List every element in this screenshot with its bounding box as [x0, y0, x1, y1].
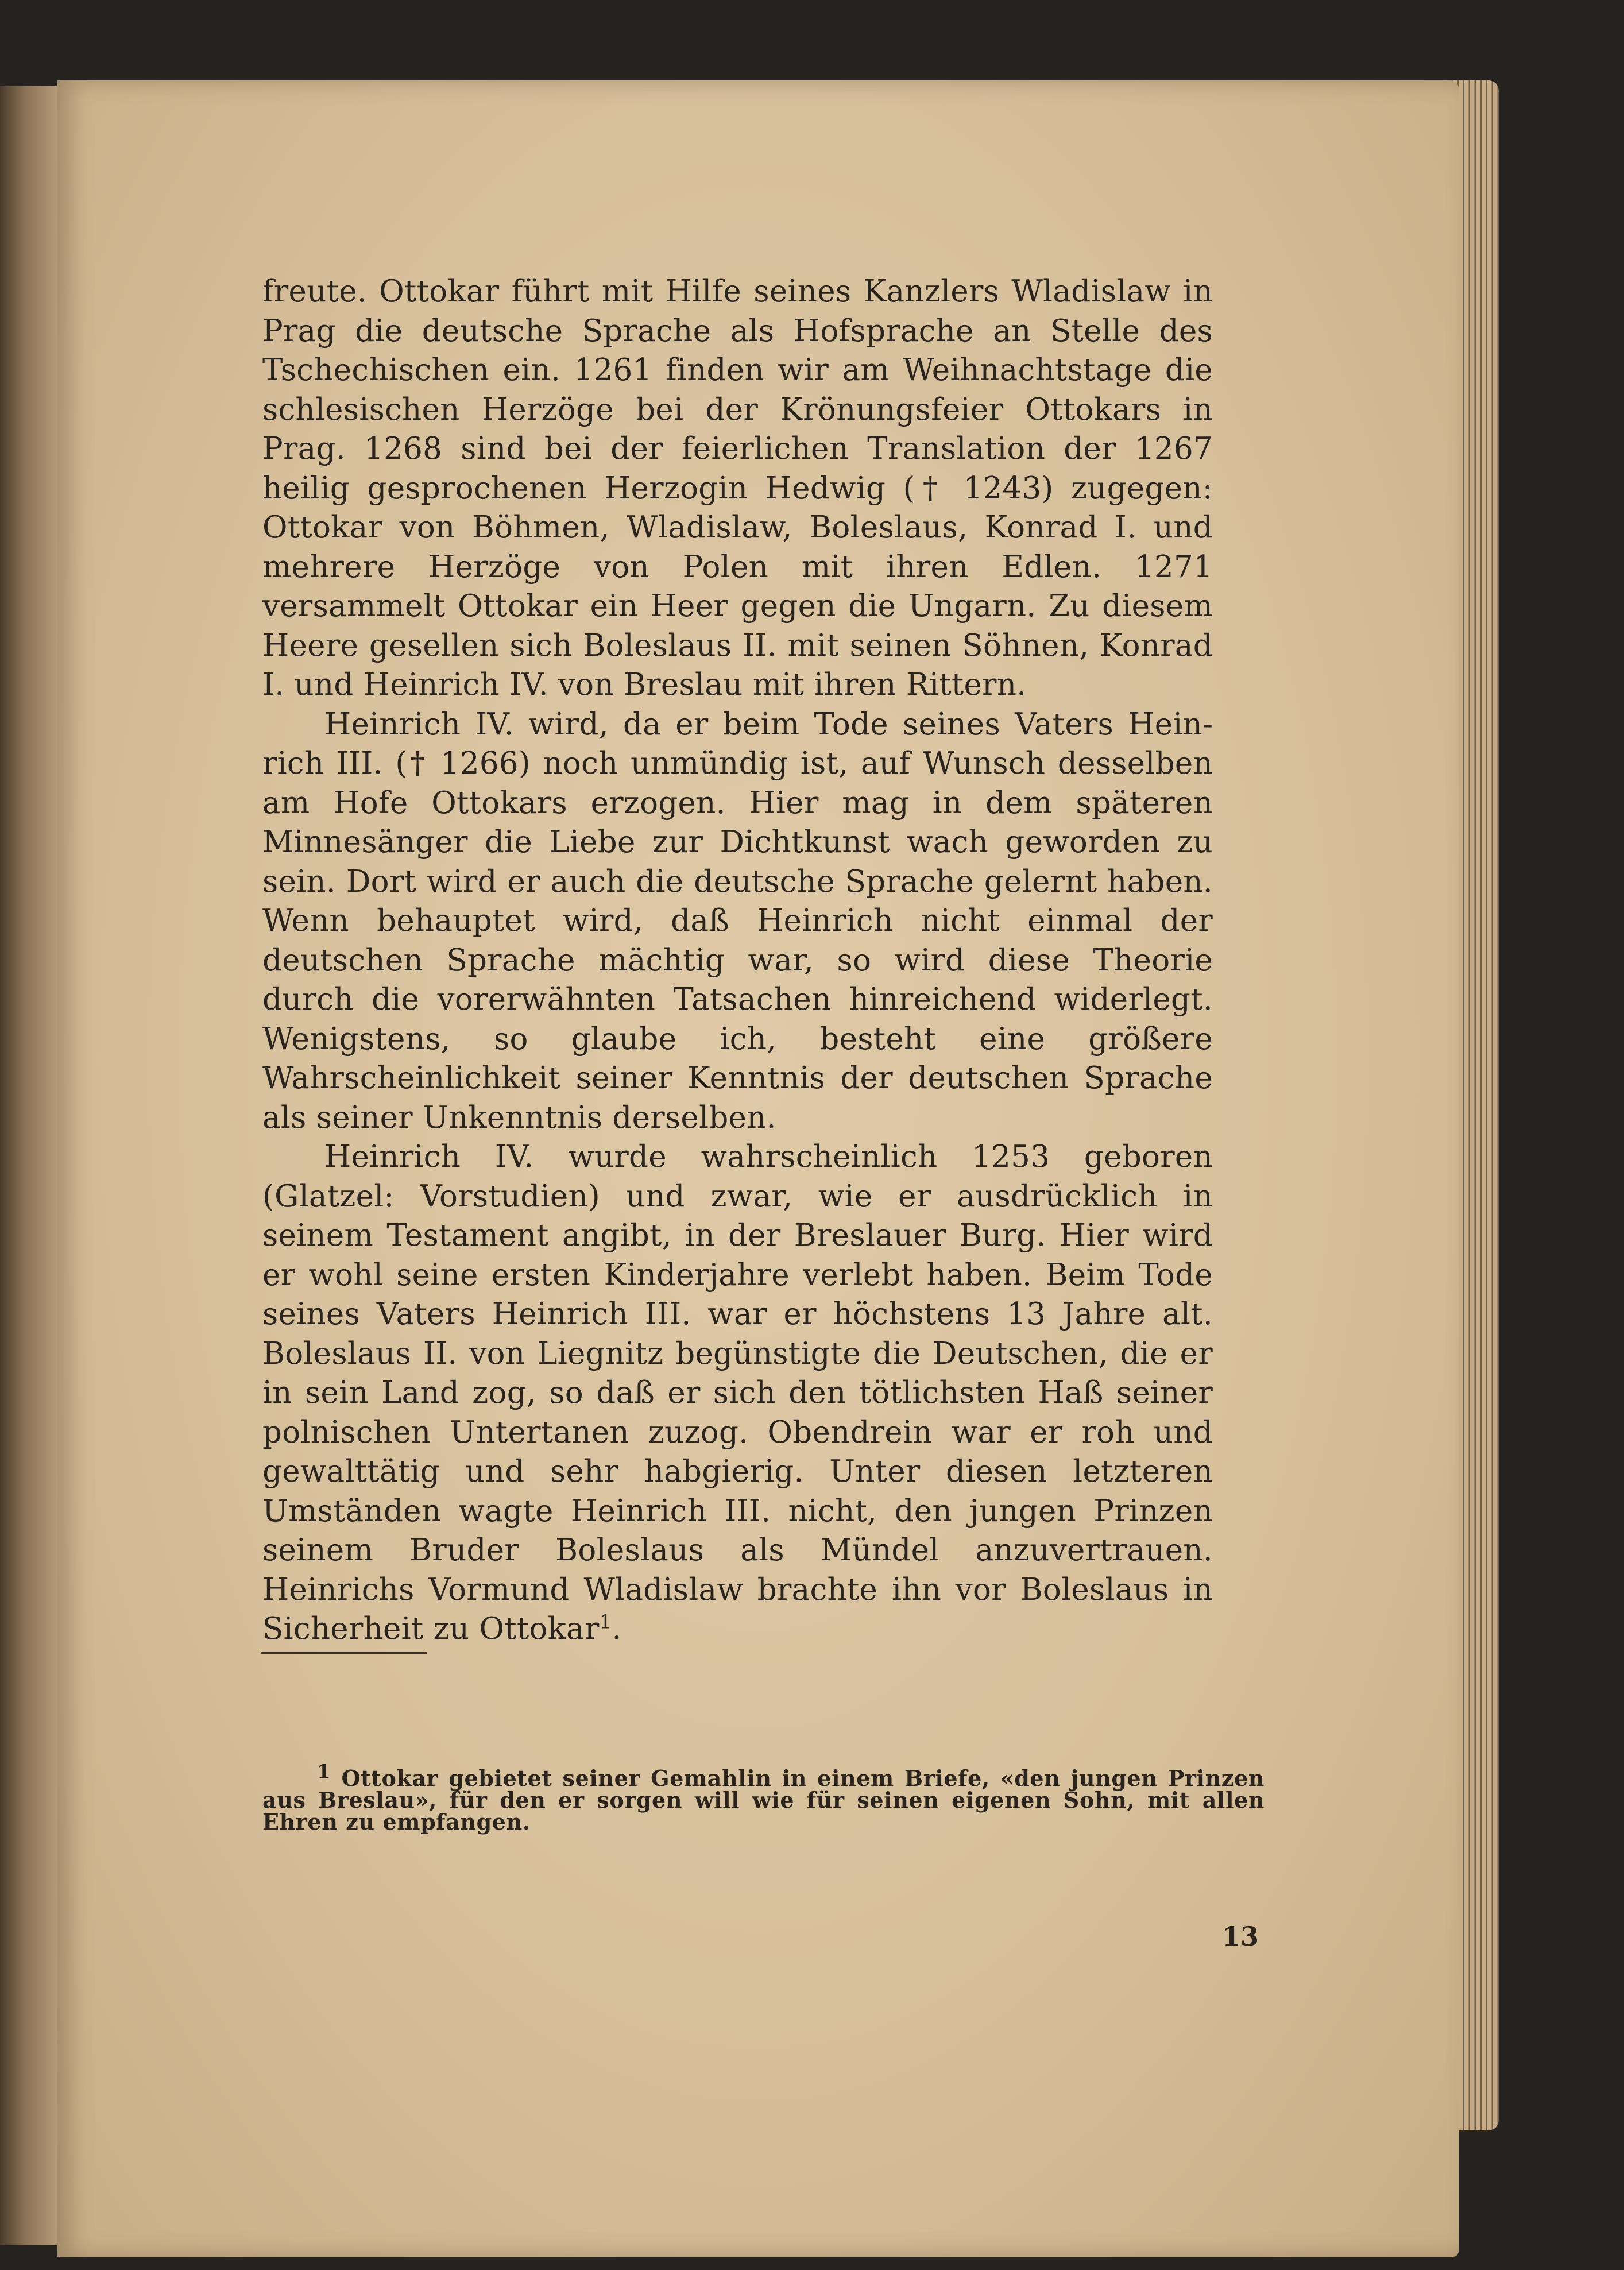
paragraph-3-text: Heinrich IV. wurde wahrscheinlich 1253 geboren (Glatzel: Vorstudien) und zwar, wie er ausdrücklich in seinem Testament angibt, in der Breslauer Burg. Hier wird er wohl seine ersten Kinderjahre verlebt haben. Beim Tode seines Vaters Heinrich III. war er höchstens 13 Jahre alt. Boleslaus II. von Liegnitz begünstigte die Deutschen, die er in sein Land zog, so daß er sich den tötlichsten Haß seiner polnischen Untertanen zuzog. Obendrein war er roh und gewalttätig und sehr habgierig. Unter diesen letzteren Umständen wagte Heinrich III. nicht, den jungen Prinzen seinem Bruder Boleslaus als Mündel anzuvertrauen. Heinrichs Vormund Wladislaw brachte ihn vor Boleslaus in Sicherheit zu Ottokar — [262, 1139, 1213, 1646]
footnote-separator — [261, 1652, 427, 1654]
paragraph-3 — [262, 1138, 1213, 1649]
book-page — [57, 80, 1459, 2257]
book-spine-shadow — [0, 86, 57, 2245]
footnote-reference: 1 — [599, 1610, 612, 1634]
footnote-marker: 1 — [317, 1760, 331, 1784]
paragraph-3-period: . — [612, 1611, 622, 1646]
footnote — [262, 1760, 1265, 1835]
footnote-text: Ottokar gebietet seiner Gemahlin in einem Briefe, «den jungen Prinzen aus Breslau», für den er sorgen will wie für seinen eigenen Sohn, mit allen Ehren zu empfangen. — [262, 1765, 1265, 1835]
body-text — [262, 272, 1213, 1649]
paragraph-2: Heinrich IV. wird, da er beim Tode seines Vaters Heinrich III. († 1266) noch unmündig ist, auf Wunsch desselben am Hofe Ottokars erzogen. Hier mag in dem späteren Minnesänger die Liebe zur Dichtkunst wach geworden zu sein. Dort wird er auch die deutsche Sprache gelernt haben. Wenn behauptet wird, daß Heinrich nicht einmal der deutschen Sprache mächtig war, so wird diese Theorie durch die vorerwähnten Tatsachen hinreichend widerlegt. Wenigstens, so glaube ich, besteht eine größere Wahrscheinlichkeit seiner Kenntnis der deutschen Sprache als seiner Unkenntnis derselben. — [262, 706, 1213, 1135]
page-edges — [1453, 80, 1499, 2130]
paragraph-1: freute. Ottokar führt mit Hilfe seines Kanzlers Wladislaw in Prag die deutsche Sprache als Hofsprache an Stelle des Tschechischen ein. 1261 finden wir am Weihnachtstage die schlesischen Herzöge bei der Krönungsfeier Ottokars in Prag. 1268 sind bei der feierlichen Translation der 1267 heilig gesprochenen Herzogin Hedwig († 1243) zugegen: Ottokar von Böhmen, Wladislaw, Boleslaus, Konrad I. und mehrere Herzöge von Polen mit ihren Edlen. 1271 versammelt Ottokar ein Heer gegen die Ungarn. Zu diesem Heere gesellen sich Boleslaus II. mit seinen Söhnen, Konrad I. und Heinrich IV. von Breslau mit ihren Rittern. — [262, 274, 1213, 702]
page-number: 13 — [1221, 1921, 1259, 1952]
